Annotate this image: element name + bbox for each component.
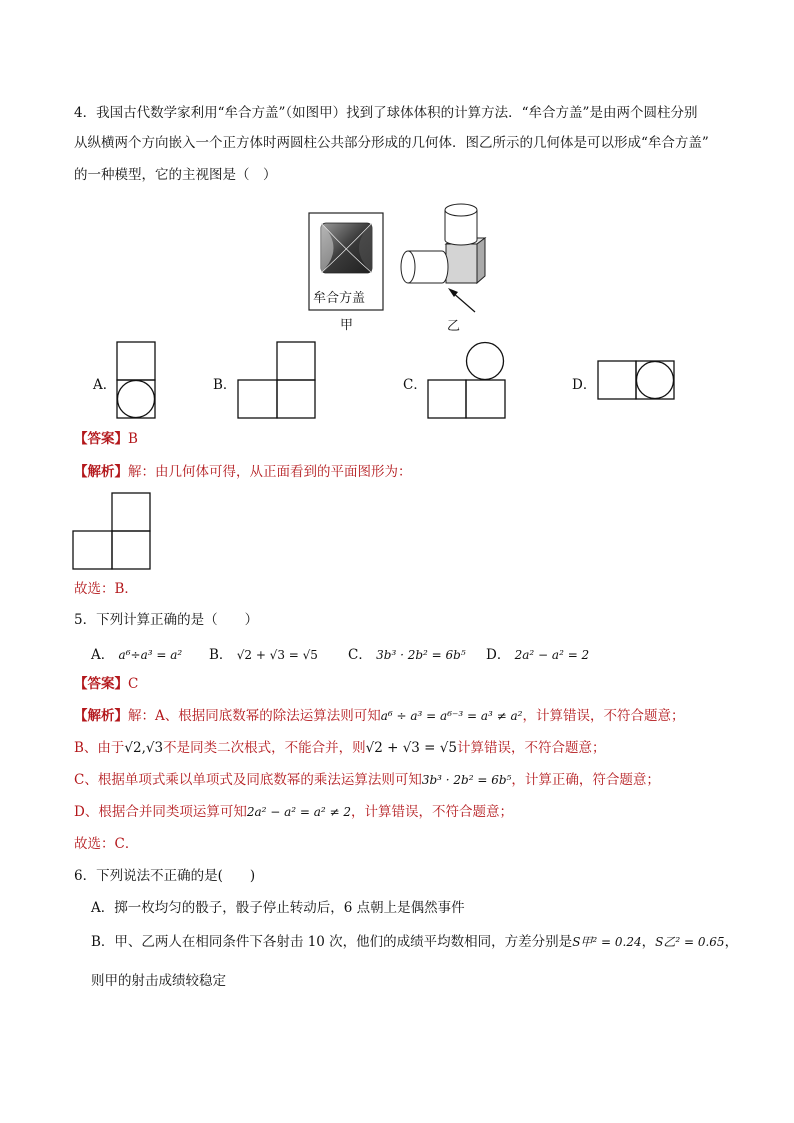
q5-option-c-label: C． [348, 647, 372, 663]
q5-option-d-label: D． [486, 647, 511, 663]
q4-stem-line2: 从纵横两个方向嵌入一个正方体时两圆柱公共部分形成的几何体．图乙所示的几何体是可以形成“牟合方盖” [74, 135, 709, 151]
q4-stem-line3: 的一种模型，它的主视图是（ ） [74, 167, 277, 183]
figure-yi [392, 196, 502, 316]
q6-option-b-expr2: S乙² = 0.65 [655, 935, 725, 949]
q4-option-c-figure [427, 341, 509, 421]
conclusion-value: B． [114, 581, 138, 597]
q4-option-a-figure [116, 341, 158, 421]
q4-answer [74, 430, 138, 448]
q4-option-d-label: D． [572, 377, 597, 393]
q6-option-b-expr1: S甲² = 0.24 [572, 935, 642, 949]
answer-value: B [128, 431, 138, 447]
analysis-b-post: 计算错误，不符合题意； [456, 740, 606, 756]
analysis-c-expr: 3b³ · 2b² = 6b⁵ [421, 773, 512, 787]
answer-value: C [128, 676, 139, 692]
answer-tag: 【答案】 [74, 676, 128, 692]
analysis-a-expr: a⁶ ÷ a³ = a⁶⁻³ = a³ ≠ a² [380, 709, 523, 723]
q5-option-a [91, 643, 182, 663]
q5-conclusion: 故选：C． [74, 836, 139, 852]
q6-stem: 6．下列说法不正确的是( ) [74, 868, 256, 884]
q4-conclusion [74, 580, 138, 598]
q5-analysis-d [74, 803, 513, 821]
analysis-b-expr2: √2 + √3 = √5 [365, 740, 457, 756]
q4-option-c-label: C． [403, 377, 427, 393]
analysis-b-pre: B、由于 [74, 740, 125, 756]
figure-yi-label: 乙 [447, 319, 461, 334]
q5-option-d-expr: 2a² − a² = 2 [514, 648, 590, 662]
q6-option-b-line2: 则甲的射击成绩较稳定 [91, 973, 226, 989]
q4-analysis [74, 463, 412, 481]
conclusion-prefix: 故选： [74, 581, 115, 597]
q4-option-b-figure [237, 341, 319, 421]
q5-option-c-expr: 3b³ · 2b² = 6b⁵ [376, 648, 466, 662]
q6-option-b [91, 933, 738, 951]
q4-option-a-label: A． [93, 377, 117, 393]
q5-option-d [486, 643, 589, 663]
q4-analysis-figure [72, 492, 154, 572]
q4-stem-line1: 4．我国古代数学家利用“牟合方盖”（如图甲）找到了球体体积的计算方法．“牟合方盖”是由两个圆柱分别 [74, 105, 698, 121]
analysis-a-post: ，计算错误，不符合题意； [522, 708, 685, 724]
figure-jia-box-label: 牟合方盖 [313, 291, 366, 306]
q5-option-b-label: B． [209, 647, 233, 663]
q5-option-a-expr: a⁶÷a³ = a² [118, 648, 183, 662]
q6-option-b-sep: ， [641, 934, 656, 950]
q5-analysis-c [74, 771, 660, 789]
q6-option-b-post: ， [724, 934, 739, 950]
q5-option-b-expr: √2 + √3 = √5 [236, 648, 318, 662]
analysis-d-post: ，计算错误，不符合题意； [351, 804, 514, 820]
analysis-text: 解：由几何体可得，从正面看到的平面图形为： [128, 464, 412, 480]
analysis-c-post: ，计算正确，符合题意； [511, 772, 660, 788]
analysis-tag: 【解析】 [74, 464, 128, 480]
analysis-b-expr1: √2,√3 [124, 740, 164, 756]
q5-analysis-b [74, 739, 605, 757]
analysis-c-pre: C、根据单项式乘以单项式及同底数幂的乘法运算法则可知 [74, 772, 422, 788]
analysis-d-expr: 2a² − a² = a² ≠ 2 [246, 805, 352, 819]
figure-jia-label: 甲 [340, 318, 354, 333]
q6-option-b-pre: B．甲、乙两人在相同条件下各射击 10 次，他们的成绩平均数相同，方差分别是 [91, 934, 573, 950]
q6-option-a: A．掷一枚均匀的骰子，骰子停止转动后，6 点朝上是偶然事件 [91, 900, 465, 916]
q5-option-b [209, 643, 318, 663]
q5-stem: 5．下列计算正确的是（ ） [74, 612, 259, 628]
analysis-a-pre: 解：A、根据同底数幂的除法运算法则可知 [128, 708, 381, 724]
q5-answer [74, 675, 138, 693]
q4-option-d-figure [597, 360, 679, 402]
q5-analysis-a [74, 707, 684, 725]
q4-option-b-label: B． [213, 377, 237, 393]
analysis-tag: 【解析】 [74, 708, 128, 724]
analysis-d-pre: D、根据合并同类项运算可知 [74, 804, 247, 820]
q5-option-a-label: A． [91, 647, 115, 663]
answer-tag: 【答案】 [74, 431, 128, 447]
analysis-b-mid: 不是同类二次根式，不能合并，则 [163, 740, 366, 756]
q5-option-c [348, 643, 466, 663]
